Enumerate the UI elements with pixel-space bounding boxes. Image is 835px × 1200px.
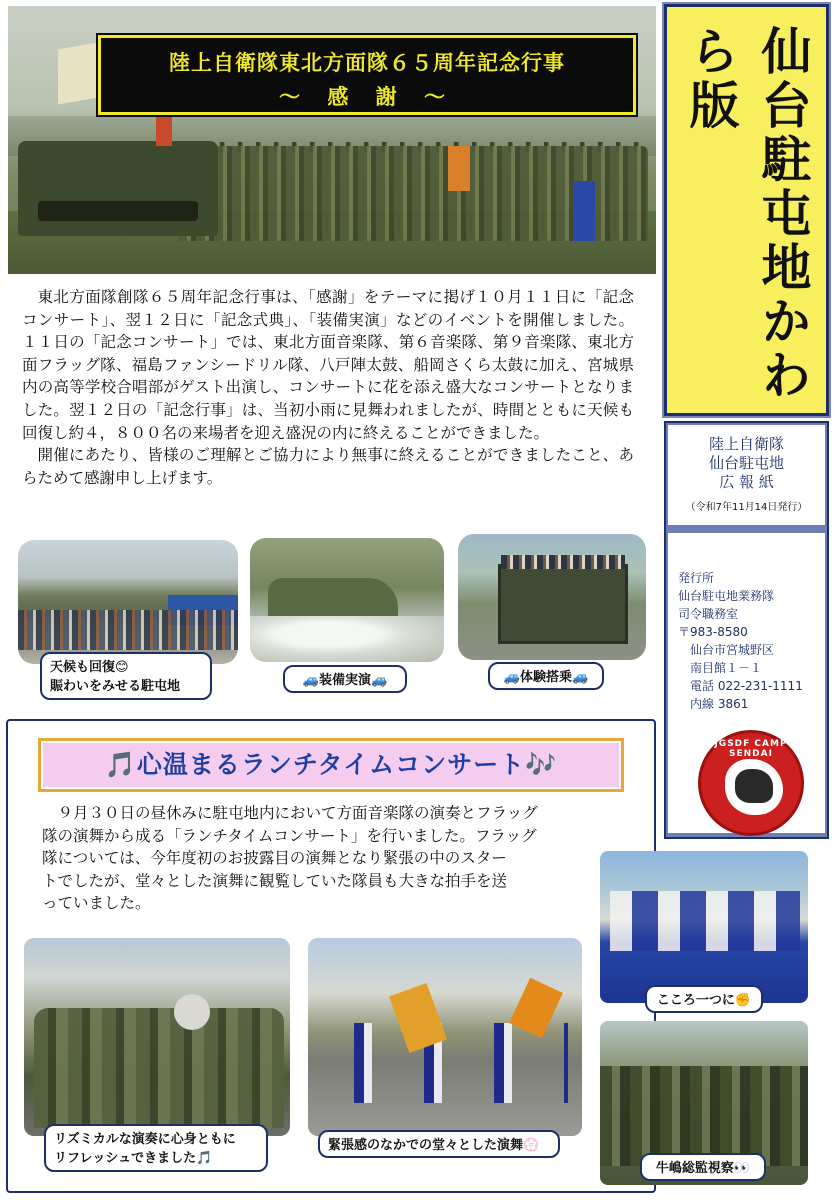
publisher-line: 内線 3861: [690, 697, 749, 711]
hero-flag-white: [58, 42, 98, 104]
photo-crowd: [18, 540, 238, 664]
article-lunch-concert: [42, 802, 538, 915]
headline-title: 陸上自衛隊東北方面隊６５周年記念行事: [169, 51, 565, 75]
photo-crowd-people: [18, 610, 238, 650]
photo-apc-splash: [250, 616, 444, 662]
article1-paragraph1: 東北方面隊創隊６５周年記念行事は、「感謝」をテーマに掲げ１０月１１日に「記念コンサート」、翌１２日に「記念式典」、「装備実演」などのイベントを開催しました。１１日の「記念コンサート」では、東北方面音楽隊、第６音楽隊、第９音楽隊、東北方面フラッグ隊、福島ファンシードリル隊、八戸陣太鼓、船岡さくら太鼓に加え、宮城県内の高等学校合唱部がゲスト出演し、コンサートに花を添え盛大なコンサートとなりました。翌１２日の「記念行事」は、当初小雨に見舞われましたが、時間とともに天候も回復し約４，８００名の来場者を迎え盛況の内に終えることができました。: [22, 288, 634, 442]
headline-box: [98, 35, 636, 115]
caption-crowd-line1: 天候も回復😊: [50, 660, 129, 675]
caption-band-line1: リズミカルな演奏に心身ともに: [54, 1132, 236, 1147]
masthead-panel: [664, 4, 829, 416]
seal-ring-text: JGSDF CAMP SENDAI: [714, 739, 788, 759]
caption-flag-performance: 緊張感のなかでの堂々とした演舞💮: [318, 1130, 560, 1158]
publisher-line: 南目館１－１: [690, 661, 763, 675]
photo-flag-performance: [308, 938, 582, 1136]
photo-truck-ride: [458, 534, 646, 660]
caption-band-line2: リフレッシュできました🎵: [54, 1151, 213, 1166]
caption-flag-team: こころ一つに✊: [645, 985, 763, 1013]
photo-flag-dancers: [328, 1023, 568, 1103]
article2-line: 隊については、今年度初のお披露目の演舞となり緊張の中のスター: [42, 849, 507, 868]
caption-band: [44, 1124, 268, 1172]
caption-crowd-line2: 賑わいをみせる駐屯地: [50, 679, 181, 694]
article1-paragraph2: 開催にあたり、皆様のご理解とご協力により無事に終えることができましたこと、あらためて感謝申し上げます。: [22, 446, 634, 487]
photo-band-members: [34, 1008, 284, 1128]
org-name-line1: 陸上自衛隊: [708, 435, 784, 453]
article-65th-anniversary: [22, 286, 634, 489]
caption-crowd: [40, 652, 212, 700]
publisher-line: 〒983-8580: [678, 625, 748, 639]
publisher-line: 電話 022-231-1111: [690, 679, 803, 693]
photo-truck-bed: [498, 564, 628, 644]
photo-band-sousaphone: [174, 994, 210, 1030]
photo-general-troops: [600, 1066, 808, 1166]
hero-flag-orange: [448, 146, 470, 191]
issue-date: （令和7年11月14日発行）: [685, 502, 808, 513]
photo-military-band: [24, 938, 290, 1136]
caption-ride-experience: 🚙体験搭乗🚙: [488, 662, 604, 690]
publisher-line: 仙台駐屯地業務隊: [678, 589, 775, 603]
camp-sendai-seal-logo: [698, 730, 804, 836]
caption-general-inspection: 牛嶋総監視察👀: [640, 1153, 766, 1181]
hero-flag-blue: [573, 181, 595, 241]
headline-subtitle: ～ 感 謝 ～: [279, 85, 455, 109]
publisher-line: 発行所: [678, 571, 715, 585]
org-name-line3: 広 報 紙: [719, 473, 774, 491]
article2-line: 隊の演舞から成る「ランチタイムコンサート」を行いました。フラッグ: [42, 826, 537, 845]
lunch-concert-banner: 🎵心温まるランチタイムコンサート🎶: [38, 738, 624, 792]
article2-line: っていました。: [42, 894, 151, 913]
caption-equipment-demo: 🚙装備実演🚙: [283, 665, 407, 693]
photo-flag-team-uniforms: [610, 891, 800, 951]
article2-line: トでしたが、堂々とした演舞に観覧していた隊員も大きな拍手を送: [42, 871, 508, 890]
publication-info-box: [668, 425, 825, 525]
hero-review-vehicle: [18, 141, 218, 236]
publisher-line: 司令職務室: [678, 607, 739, 621]
photo-armored-vehicle: [250, 538, 444, 662]
article2-line: ９月３０日の昼休みに駐屯地内において方面音楽隊の演奏とフラッグ: [42, 804, 538, 822]
seal-horse-rider-icon: [735, 769, 773, 803]
publisher-line: 仙台市宮城野区: [690, 643, 775, 657]
org-name-line2: 仙台駐屯地: [708, 454, 784, 472]
masthead-title: 仙台駐屯地かわら版: [681, 25, 813, 403]
photo-flag-team: [600, 851, 808, 1003]
